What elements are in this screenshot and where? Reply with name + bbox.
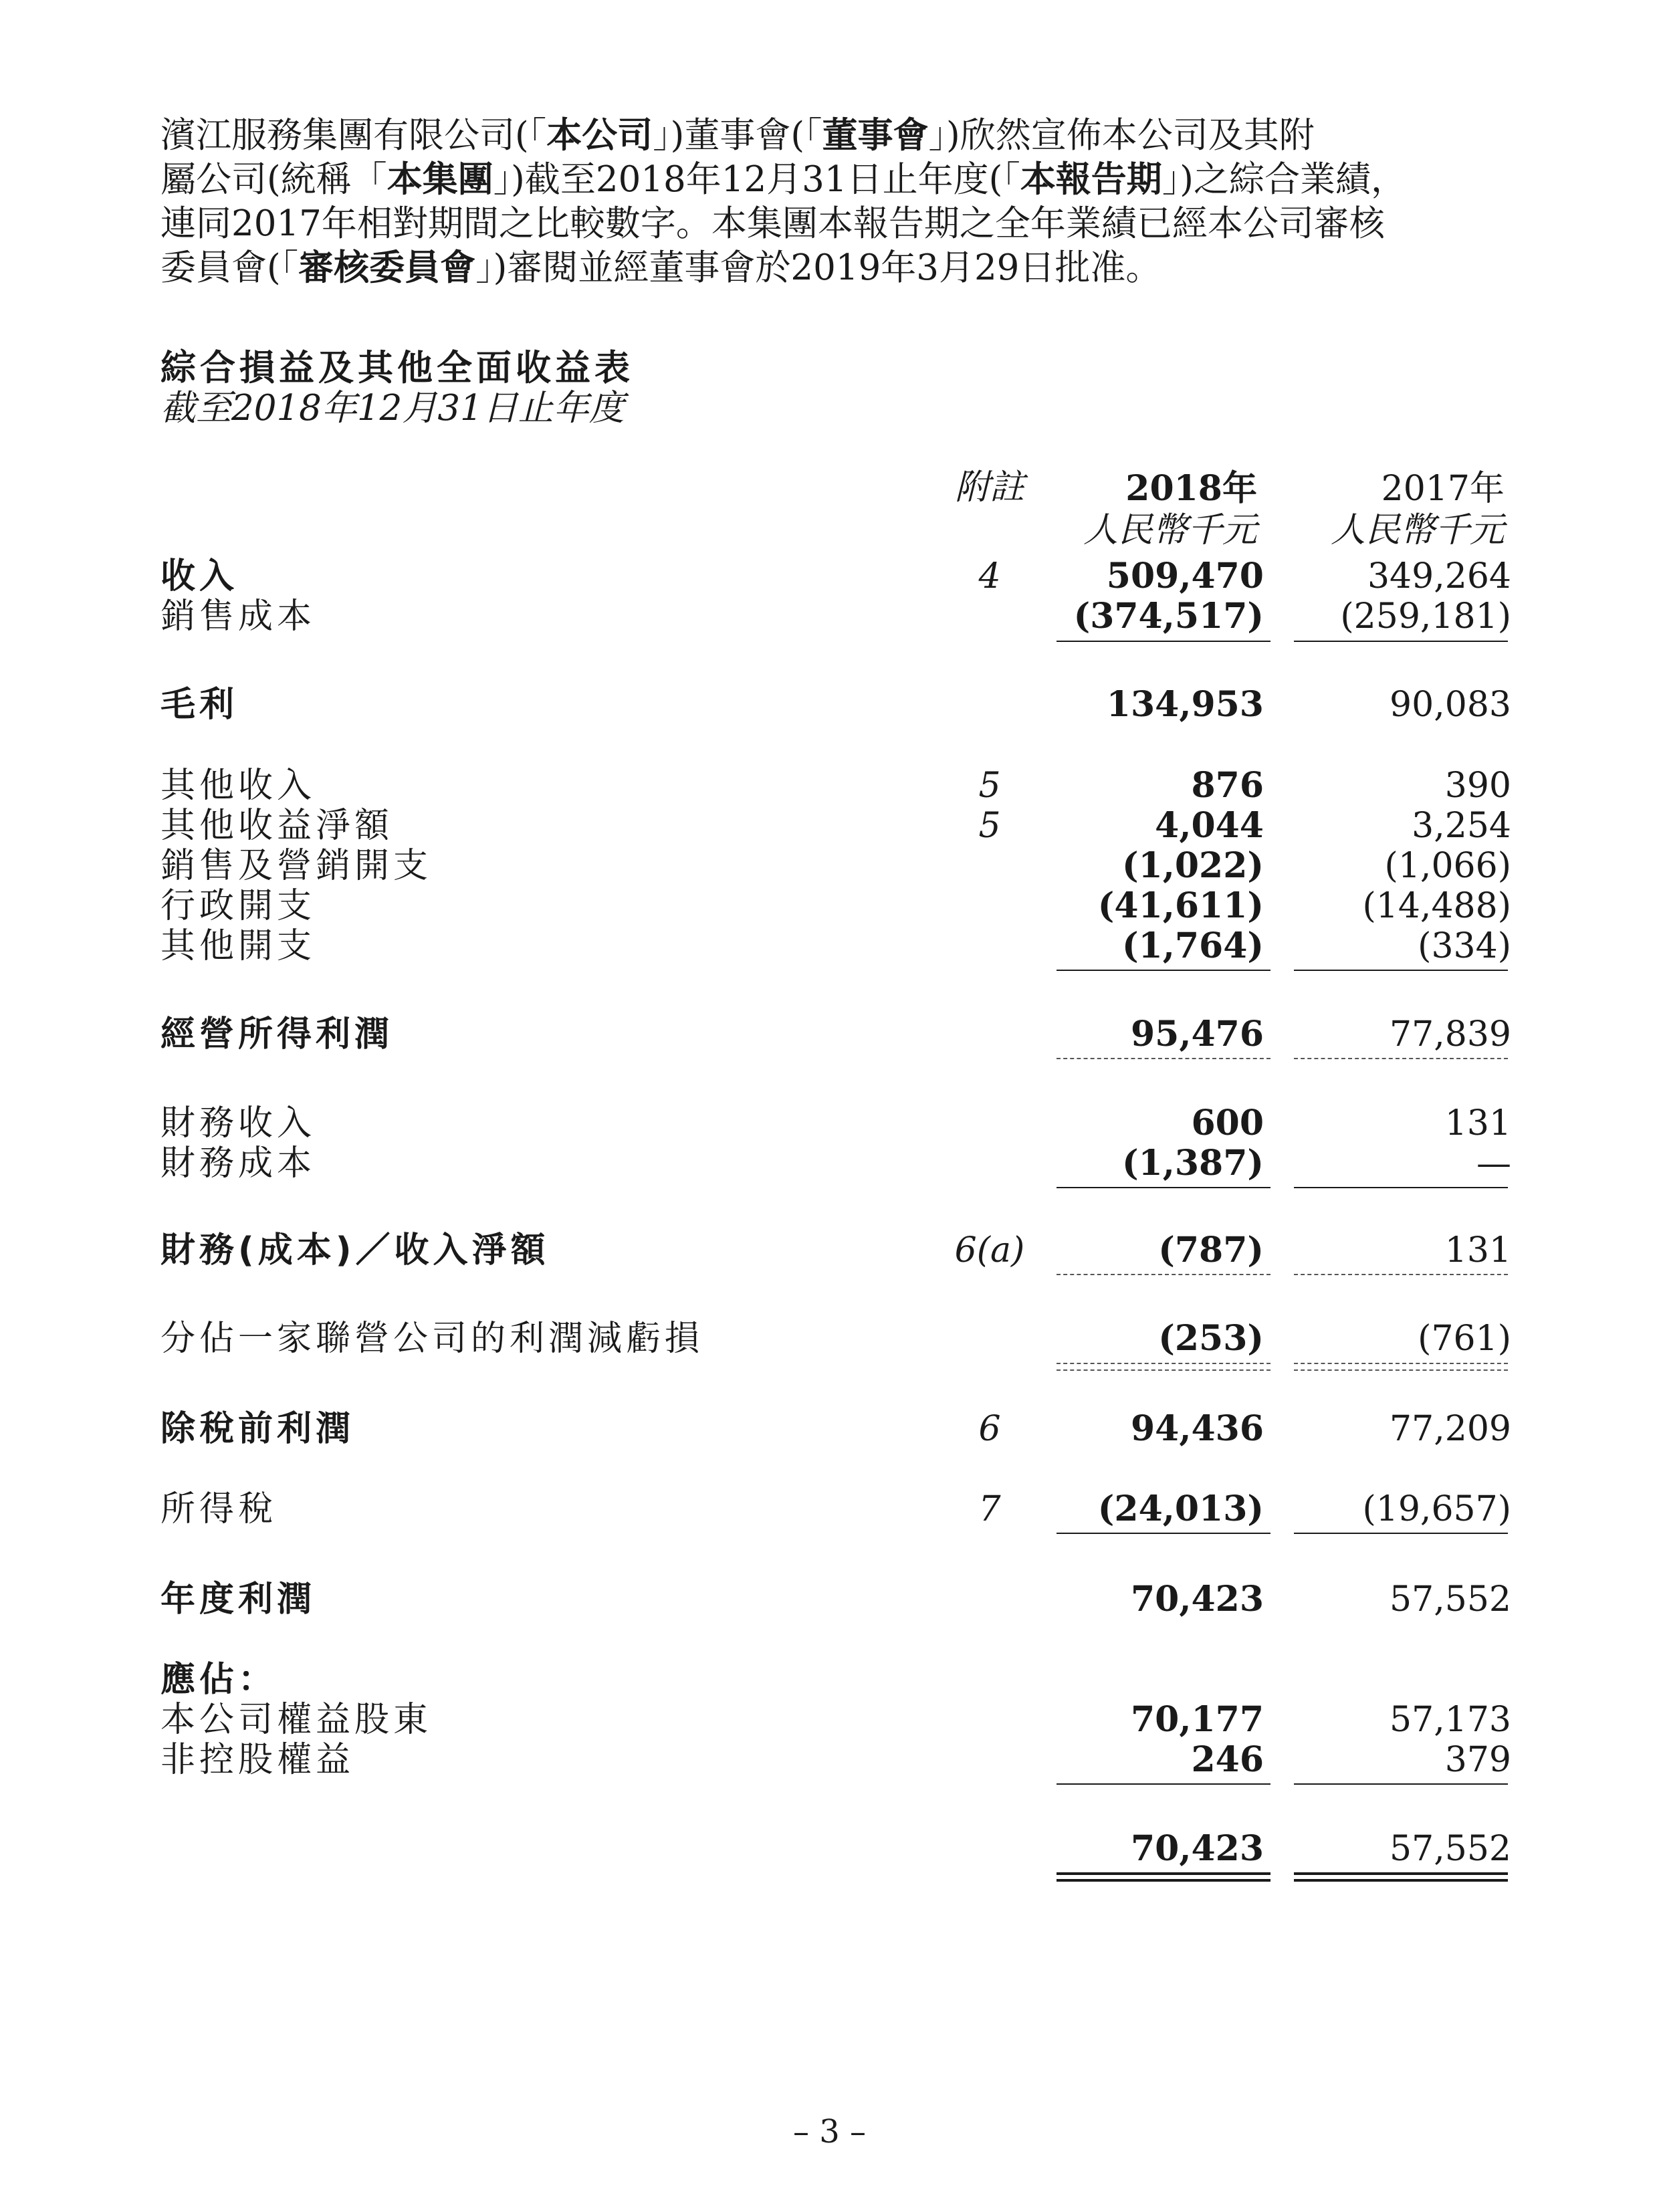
row-label: 非控股權益 [160, 1740, 355, 1780]
row-current-value: 600 [1191, 1103, 1264, 1143]
row-current-value: 134,953 [1106, 684, 1264, 725]
row-current-value: (1,022) [1121, 845, 1264, 886]
underline-rule [1057, 1783, 1270, 1785]
row-current-value: (374,517) [1073, 596, 1264, 637]
underline-rule [1294, 1783, 1508, 1785]
underline-rule [1294, 1187, 1508, 1188]
table-row [0, 1698, 1659, 1741]
row-label: 毛利 [160, 685, 239, 725]
row-note: 6 [978, 1409, 1001, 1449]
row-note: 7 [978, 1489, 1001, 1529]
row-prior-value: 77,839 [1390, 1014, 1511, 1055]
underline-rule [1057, 641, 1270, 642]
table-row [0, 1578, 1659, 1621]
row-prior-value: 131 [1444, 1103, 1511, 1143]
row-label: 財務收入 [160, 1103, 316, 1143]
row-current-value: (1,387) [1121, 1143, 1264, 1184]
table-row [0, 555, 1659, 598]
row-current-value: (1,764) [1121, 925, 1264, 966]
row-current-value: 4,044 [1155, 805, 1264, 846]
current-year-label: 2018年 [1125, 468, 1257, 509]
table-row [0, 1013, 1659, 1056]
row-note: 6(a) [954, 1230, 1025, 1270]
row-label: 其他收入 [160, 766, 316, 806]
underline-rule [1294, 970, 1508, 971]
statement-subtitle: 截至2018年12月31日止年度 [160, 388, 625, 429]
row-prior-value: (14,488) [1362, 886, 1511, 926]
table-row [0, 1658, 1659, 1701]
note-column-header: 附註 [954, 467, 1024, 508]
row-label: 其他開支 [160, 926, 316, 966]
intro-line-4: 委員會(「審核委員會」)審閱並經董事會於2019年3月29日批准。 [160, 247, 1162, 288]
table-row [0, 1488, 1659, 1531]
row-prior-value: (1,066) [1384, 846, 1511, 886]
row-prior-value: (761) [1418, 1319, 1511, 1359]
row-label: 應佔： [160, 1660, 278, 1700]
underline-rule [1057, 970, 1270, 971]
current-year-header [1043, 468, 1257, 551]
row-prior-value: 3,254 [1412, 806, 1511, 846]
row-label: 本公司權益股東 [160, 1700, 433, 1740]
row-current-value: 509,470 [1106, 556, 1264, 596]
row-prior-value: (334) [1418, 926, 1511, 966]
row-prior-value: 57,552 [1390, 1829, 1511, 1869]
current-year-unit: 人民幣千元 [1083, 510, 1257, 550]
underline-rule [1294, 1274, 1508, 1275]
row-current-value: 95,476 [1130, 1014, 1264, 1055]
row-prior-value: 390 [1444, 766, 1511, 806]
row-note: 5 [978, 766, 1001, 806]
row-label: 行政開支 [160, 886, 316, 926]
table-row [0, 1828, 1659, 1870]
row-label: 其他收益淨額 [160, 806, 394, 846]
underline-rule [1294, 1058, 1508, 1059]
underline-rule [1294, 1363, 1508, 1371]
row-prior-value: (19,657) [1362, 1489, 1511, 1529]
row-prior-value: 57,552 [1390, 1579, 1511, 1620]
statement-title: 綜合損益及其他全面收益表 [160, 348, 634, 389]
underline-rule [1057, 1058, 1270, 1059]
prior-year-header [1270, 468, 1505, 551]
row-label: 經營所得利潤 [160, 1014, 394, 1055]
row-prior-value: (259,181) [1340, 596, 1511, 637]
table-row [0, 885, 1659, 927]
row-label: 所得稅 [160, 1489, 278, 1529]
row-current-value: 70,423 [1130, 1579, 1264, 1620]
row-label: 年度利潤 [160, 1579, 316, 1620]
underline-rule [1057, 1187, 1270, 1188]
row-current-value: (41,611) [1097, 885, 1264, 926]
table-row [0, 764, 1659, 807]
prior-year-label: 2017年 [1381, 469, 1505, 509]
row-prior-value: — [1476, 1143, 1511, 1184]
table-row [0, 1739, 1659, 1781]
underline-rule [1294, 1533, 1508, 1534]
row-current-value: 70,423 [1130, 1828, 1264, 1869]
table-row [0, 1408, 1659, 1450]
intro-paragraph [160, 114, 1525, 290]
underline-rule [1294, 1872, 1508, 1882]
table-row [0, 804, 1659, 847]
row-label: 收入 [160, 556, 239, 596]
intro-line-2: 屬公司(統稱「本集團」)截至2018年12月31日止年度(「本報告期」)之綜合業績， [160, 159, 1406, 200]
row-prior-value: 349,264 [1367, 556, 1511, 596]
row-prior-value: 57,173 [1390, 1700, 1511, 1740]
table-row [0, 1142, 1659, 1185]
row-label: 分佔一家聯營公司的利潤減虧損 [160, 1319, 704, 1359]
row-note: 4 [978, 556, 1001, 596]
underline-rule [1057, 1533, 1270, 1534]
row-label: 財務(成本)／收入淨額 [160, 1230, 550, 1270]
row-current-value: 246 [1191, 1739, 1264, 1780]
row-label: 銷售及營銷開支 [160, 846, 433, 886]
underline-rule [1294, 641, 1508, 642]
row-note: 5 [978, 806, 1001, 846]
row-label: 除稅前利潤 [160, 1409, 355, 1449]
row-label: 財務成本 [160, 1143, 316, 1184]
row-current-value: 94,436 [1130, 1408, 1264, 1449]
row-current-value: (24,013) [1097, 1488, 1264, 1529]
intro-line-1: 濱江服務集團有限公司(「本公司」)董事會(「董事會」)欣然宣佈本公司及其附 [160, 115, 1315, 156]
underline-rule [1057, 1872, 1270, 1882]
intro-line-3: 連同2017年相對期間之比較數字。本集團本報告期之全年業績已經本公司審核 [160, 203, 1385, 244]
table-row [0, 1229, 1659, 1272]
row-prior-value: 379 [1444, 1740, 1511, 1780]
row-current-value: (253) [1158, 1318, 1264, 1359]
table-row [0, 1102, 1659, 1145]
table-row [0, 1317, 1659, 1360]
row-current-value: 70,177 [1130, 1699, 1264, 1740]
prior-year-unit: 人民幣千元 [1330, 510, 1505, 550]
table-row [0, 595, 1659, 638]
page-number: – 3 – [792, 2113, 867, 2150]
row-prior-value: 77,209 [1390, 1409, 1511, 1449]
row-prior-value: 90,083 [1390, 685, 1511, 725]
table-row [0, 845, 1659, 887]
table-row [0, 683, 1659, 726]
row-label: 銷售成本 [160, 596, 316, 637]
row-prior-value: 131 [1444, 1230, 1511, 1270]
table-row [0, 925, 1659, 968]
row-current-value: (787) [1158, 1230, 1264, 1270]
row-current-value: 876 [1191, 765, 1264, 806]
underline-rule [1057, 1274, 1270, 1275]
underline-rule [1057, 1363, 1270, 1371]
